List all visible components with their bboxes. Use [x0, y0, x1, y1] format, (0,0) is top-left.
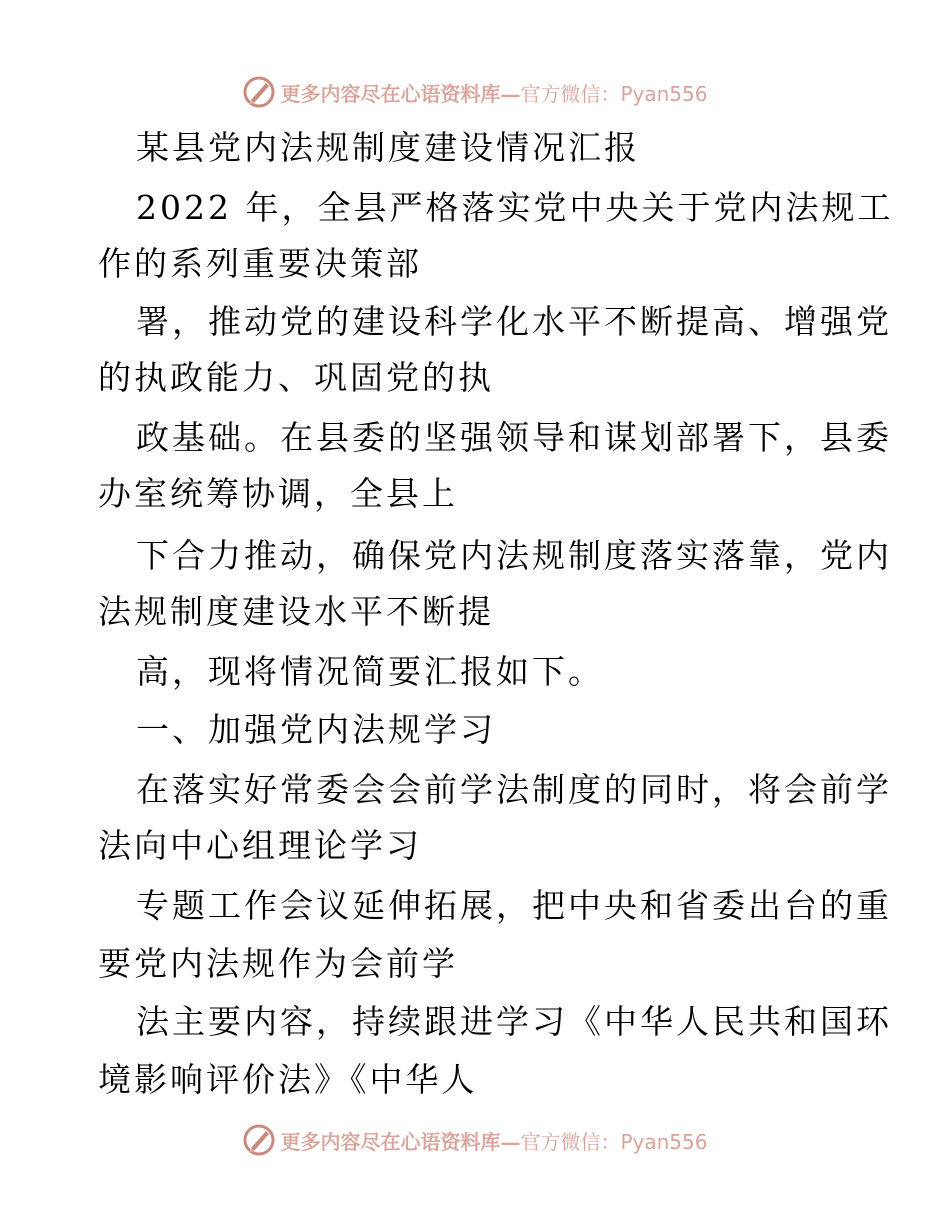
watermark-text: 更多内容尽在心语资料库— [280, 81, 521, 106]
paragraph-line: 2022 年，全县严格落实党中央关于党内法规工 [136, 188, 894, 227]
paragraph-line: 的执政能力、巩固党的执 [98, 358, 494, 397]
watermark-contact: 官方微信：Pyan556 [520, 81, 708, 106]
paragraph-line: 下合力推动，确保党内法规制度落实落靠，党内 [136, 536, 892, 575]
footer-watermark [0, 1120, 950, 1160]
paragraph-line: 署，推动党的建设科学化水平不断提高、增强党 [136, 302, 892, 341]
paragraph-line: 境影响评价法》《中华人 [98, 1060, 478, 1099]
paragraph-line: 法向中心组理论学习 [98, 826, 422, 865]
document-title: 某县党内法规制度建设情况汇报 [136, 128, 640, 167]
watermark-contact: 官方微信：Pyan556 [520, 1129, 708, 1154]
paragraph-line: 办室统筹协调，全县上 [98, 474, 458, 513]
pen-logo-icon [242, 1123, 276, 1157]
paragraph-line: 法主要内容，持续跟进学习《中华人民共和国环 [136, 1002, 892, 1041]
paragraph-line: 政基础。在县委的坚强领导和谋划部署下，县委 [136, 418, 892, 457]
paragraph-line: 要党内法规作为会前学 [98, 944, 458, 983]
paragraph-line: 高，现将情况简要汇报如下。 [136, 652, 604, 691]
header-watermark [0, 72, 950, 112]
paragraph-line: 作的系列重要决策部 [98, 244, 422, 283]
paragraph-line: 在落实好常委会会前学法制度的同时，将会前学 [136, 770, 892, 809]
paragraph-line: 专题工作会议延伸拓展，把中央和省委出台的重 [136, 886, 892, 925]
section-heading: 一、加强党内法规学习 [136, 710, 496, 749]
watermark-text: 更多内容尽在心语资料库— [280, 1129, 521, 1154]
pen-logo-icon [242, 75, 276, 109]
paragraph-line: 法规制度建设水平不断提 [98, 592, 494, 631]
